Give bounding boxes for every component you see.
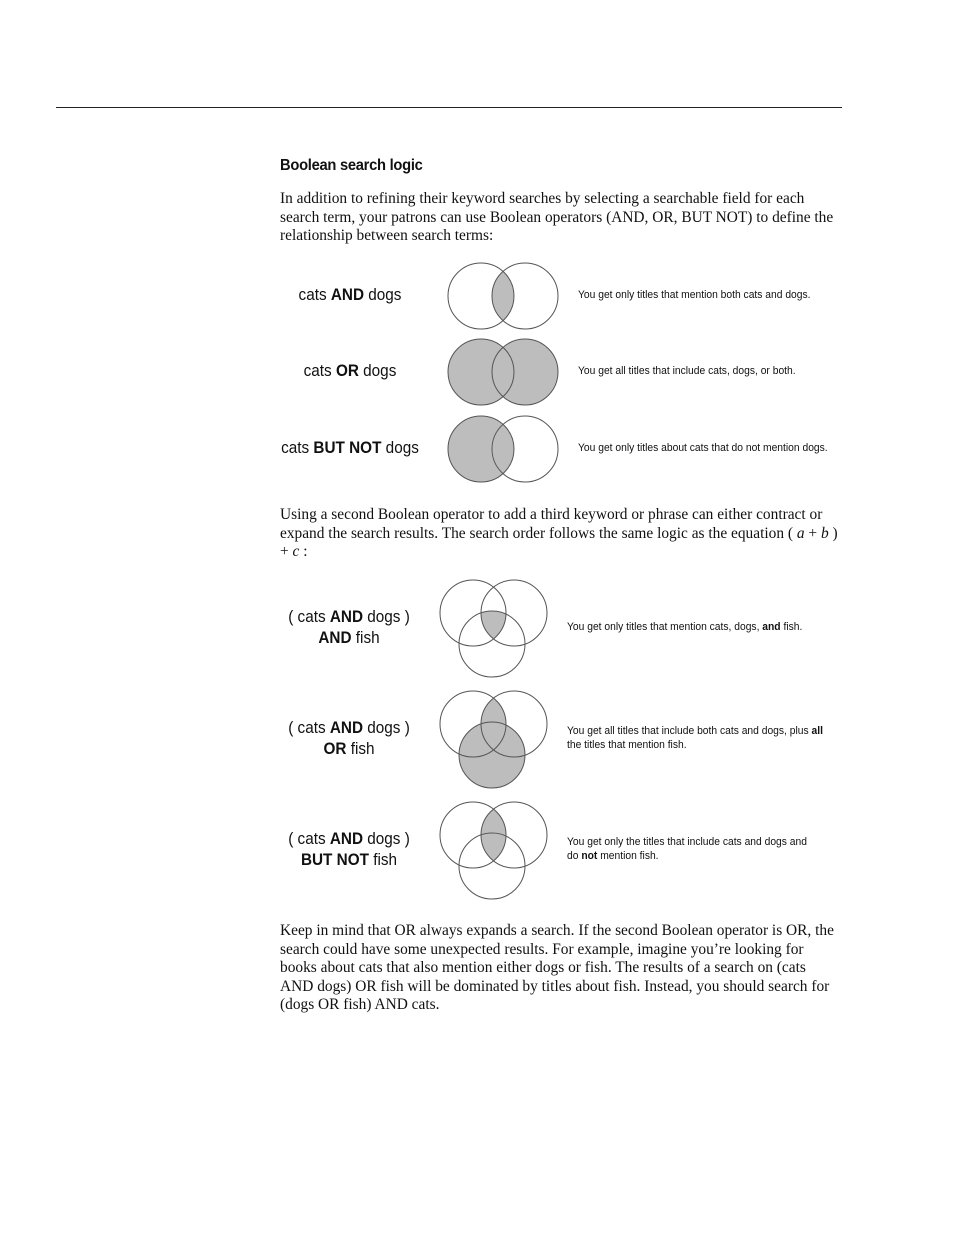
venn-and — [444, 259, 562, 333]
closing-paragraph: Keep in mind that OR always expands a search. If the second Boolean operator is OR, the search could have some unexpected results. For example, imagine you’re looking for books about cats that also mention either dogs or fish. The results of a search on (cats AND dogs) OR fish will be dominated by titles about fish. Instead, you should search for (dogs OR fish) AND cats. — [280, 922, 834, 1014]
desc-but-not: You get only titles about cats that do not mention dogs. — [578, 442, 828, 454]
section-heading: Boolean search logic — [280, 157, 423, 174]
label-cats-and-dogs: cats AND dogs — [298, 285, 402, 304]
venn-and-or — [434, 687, 552, 791]
label-cats-or-dogs: cats OR dogs — [303, 361, 397, 380]
venn-or — [444, 335, 562, 409]
middle-paragraph: Using a second Boolean operator to add a third keyword or phrase can either contract or expand the search results. The search order follows the same logic as the equation ( a + b ) + c : — [280, 506, 838, 561]
top-rule — [56, 107, 842, 108]
label-cats-and-dogs-and-fish: ( cats AND dogs ) AND fish — [288, 607, 410, 647]
intro-paragraph: In addition to refining their keyword searches by selecting a searchable field for each search term, your patrons can use Boolean operators (AND, OR, BUT NOT) to define the relationship between search terms: — [280, 190, 834, 245]
desc-and-or: You get all titles that include both cats and dogs, plus all the titles that mention fish. — [567, 725, 823, 751]
desc-and-and: You get only titles that mention cats, dogs, and fish. — [567, 621, 803, 633]
venn-and-and — [434, 576, 552, 680]
venn-but-not — [444, 412, 562, 486]
venn-shaded-region — [434, 798, 552, 902]
venn-and-but-not — [434, 798, 552, 902]
desc-and-but-not: You get only the titles that include cats and dogs and do not mention fish. — [567, 836, 807, 862]
label-cats-and-dogs-or-fish: ( cats AND dogs ) OR fish — [288, 718, 410, 758]
desc-or: You get all titles that include cats, dogs, or both. — [578, 365, 796, 377]
label-cats-but-not-dogs: cats BUT NOT dogs — [281, 438, 419, 457]
label-cats-and-dogs-but-not-fish: ( cats AND dogs ) BUT NOT fish — [288, 829, 410, 869]
desc-and: You get only titles that mention both cats and dogs. — [578, 289, 811, 301]
